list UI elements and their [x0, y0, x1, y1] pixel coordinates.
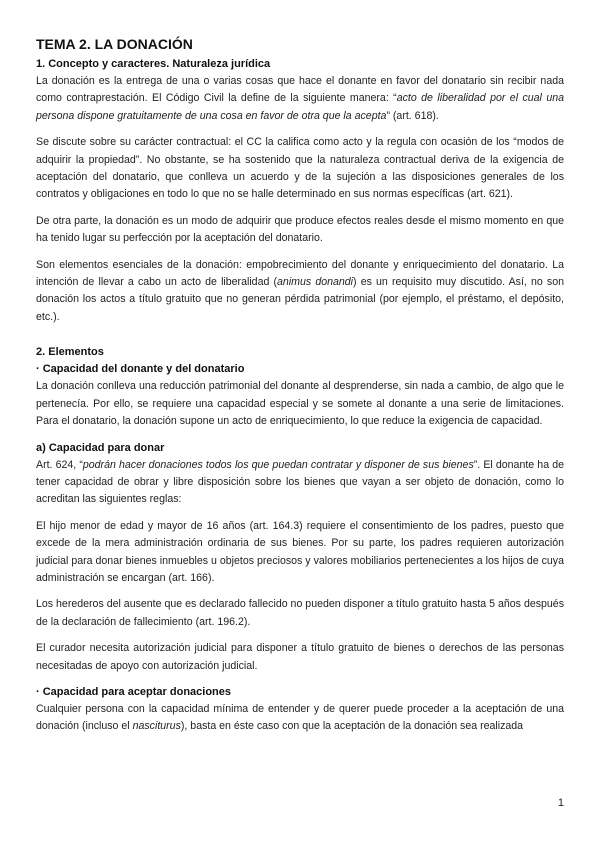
paragraph-efectos-reales: De otra parte, la donación es un modo de adquirir que produce efectos reales desde el mismo momento en que ha tenido lugar su perfección por la aceptación del donatario.	[36, 214, 564, 245]
subheading-capacidad-aceptar: · Capacidad para aceptar donaciones	[36, 685, 232, 698]
paragraph-definicion: La donación es la entrega de una o varias cosas que hace el donante en favor del donatario sin recibir nada como contraprestación. El Código Civil la define de la siguiente manera: “acto de liberalidad por el cual una persona dispone gratuitamente de una cosa en favor de otra que la acepta” (art. 618).	[36, 75, 564, 122]
section-heading-concepto: 1. Concepto y caracteres. Naturaleza jurídica	[36, 58, 271, 70]
document-page	[36, 36, 564, 736]
subheading-capacidad-donante-donatario: · Capacidad del donante y del donatario	[36, 363, 245, 376]
paragraph-reduccion-patrimonial: La donación conlleva una reducción patrimonial del donante al desprenderse, sin nada a cambio, de algo que le pertenecía. Por ello, se requiere una capacidad especial y se somete al donante a una serie de limitaciones. Para el donatario, la donación supone un acto de enriquecimiento, lo que reduce la exigencia de capacidad.	[36, 380, 564, 428]
document-title: TEMA 2. LA DONACIÓN	[36, 36, 193, 52]
paragraph-hijo-menor: El hijo menor de edad y mayor de 16 años (art. 164.3) requiere el consentimiento de los padres, puesto que excede de la mera administración ordinaria de sus bienes. Por su parte, los padres requieren autorización judicial para donar bienes inmuebles u objetos preciosos y valores mobiliarios pertenecientes a los hijos de cuya administración se encargan (art. 166).	[36, 519, 564, 584]
paragraph-aceptacion: Cualquier persona con la capacidad mínima de entender y de querer puede proceder a la aceptación de una donación (incluso el nasciturus), basta en éste caso con que la aceptación de la donación sea realizada	[36, 702, 564, 733]
paragraph-herederos-ausente: Los herederos del ausente que es declarado fallecido no pueden disponer a título gratuito hasta 5 años después de la declaración de fallecimiento (art. 196.2).	[36, 598, 564, 628]
subheading-capacidad-donar: a) Capacidad para donar	[36, 441, 165, 454]
paragraph-curador: El curador necesita autorización judicial para disponer a título gratuito de bienes o derechos de las personas necesitadas de apoyo con autorización judicial.	[36, 642, 564, 672]
page-number: 1	[557, 797, 564, 809]
section-heading-elementos: 2. Elementos	[36, 346, 104, 359]
paragraph-caracter-contractual: Se discute sobre su carácter contractual: el CC la califica como acto y la regula con ocasión de los “modos de adquirir la propiedad”. No obstante, se ha sostenido que la naturaleza contractual deriva de la exigencia de aceptación del donatario, que conlleva un acuerdo y de la sujeción a las disposiciones generales de los contratos y obligaciones en todo lo que no se halle determinado en sus normas específicas (art. 621).	[36, 136, 564, 201]
paragraph-elementos-esenciales: Son elementos esenciales de la donación: empobrecimiento del donante y enriquecimiento del donatario. La intención de llevar a cabo un acto de liberalidad (animus donandi) es un requisito muy discutido. Así, no son donación los actos a título gratuito que no generan pérdida patrimonial (por ejemplo, el préstamo, el depósito, etc.).	[36, 258, 564, 323]
paragraph-art-624: Art. 624, “podrán hacer donaciones todos los que puedan contratar y disponer de sus bienes”. El donante ha de tener capacidad de obrar y libre disposición sobre los bienes que vayan a ser objeto de donación, como lo acreditan las siguientes reglas:	[36, 458, 564, 506]
